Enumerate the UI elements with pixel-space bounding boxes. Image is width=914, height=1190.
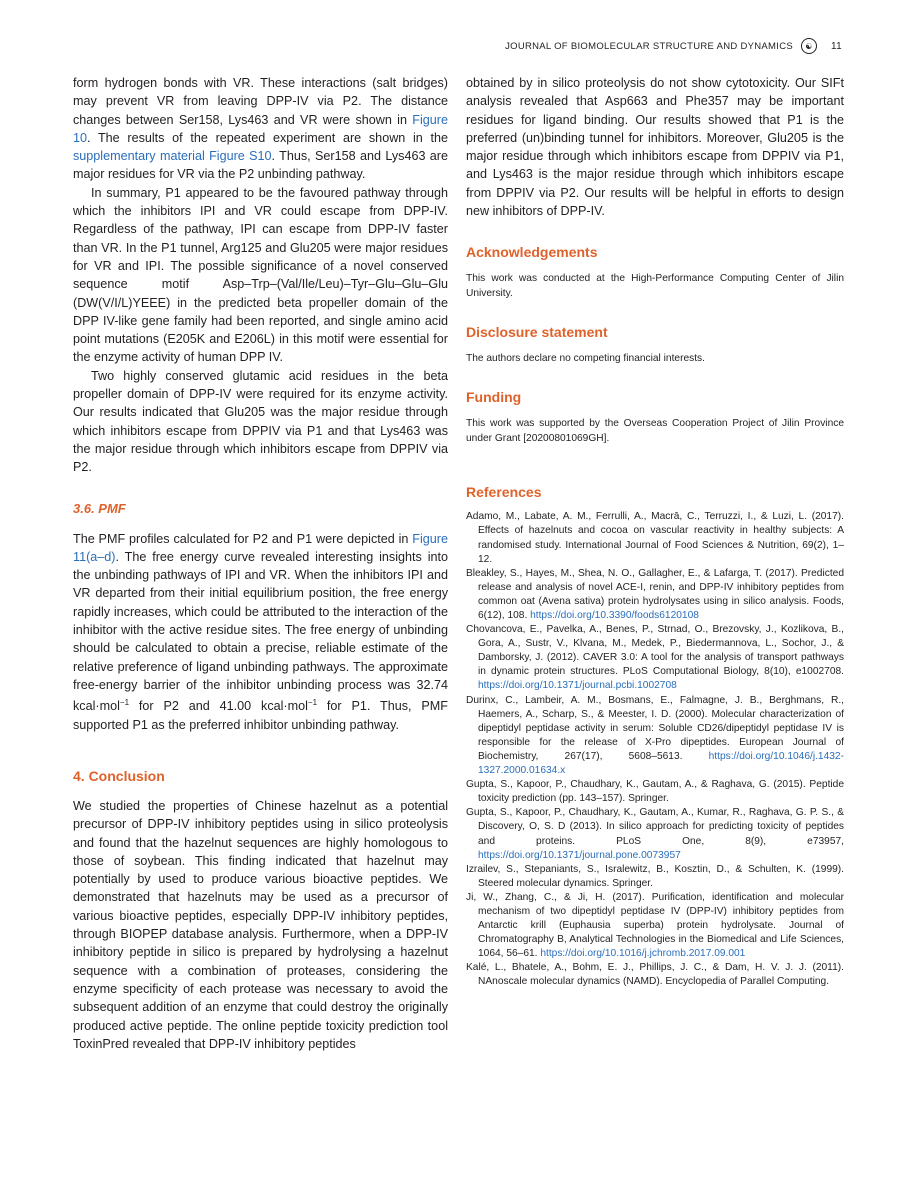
- section-heading-conclusion: 4. Conclusion: [73, 767, 165, 784]
- section-heading-references: References: [466, 484, 542, 501]
- section-heading-disclosure: Disclosure statement: [466, 323, 608, 340]
- reference-item: Bleakley, S., Hayes, M., Shea, N. O., Gallagher, E., & Lafarga, T. (2017). Predicted release and analysis of novel ACE-I, renin, and DPP-IV inhibitory peptides from common oat (Avena sativa) protein hydrolysates using in silico analysis. Foods, 6(12), 108. https://doi.org/10.3390/foods6120108: [466, 567, 844, 622]
- left-column: [73, 74, 448, 1053]
- reference-item: Gupta, S., Kapoor, P., Chaudhary, K., Gautam, A., & Raghava, G. (2015). Peptide toxicity prediction (pp. 143–157). Springer.: [466, 779, 844, 805]
- paragraph: form hydrogen bonds with VR. These interactions (salt bridges) may prevent VR from leaving DPP-IV via P2. The distance changes between Ser158, Lys463 and VR were shown in Figure 10. The results of the repeated experiment are shown in the supplementary material Figure S10. Thus, Ser158 and Lys463 are major residues for VR via the P2 unbinding pathway.: [73, 76, 449, 182]
- doi-link[interactable]: https://doi.org/10.3390/foods6120108: [530, 610, 699, 622]
- funding-text: This work was supported by the Overseas Cooperation Project of Jilin Province under Grant [20200801069GH].: [466, 417, 844, 444]
- section-heading-acknowledgements: Acknowledgements: [466, 244, 598, 261]
- reference-item: Adamo, M., Labate, A. M., Ferrulli, A., Macrā, C., Terruzzi, I., & Luzi, L. (2017). Effects of hazelnuts and cocoa on vascular reactivity in healthy subjects: A randomised study. International Journal of Food Sciences & Nutrition, 69(2), 1–12.: [466, 511, 844, 565]
- reference-item: Chovancova, E., Pavelka, A., Benes, P., Strnad, O., Brezovsky, J., Kozlikova, B., Gora, A., Sustr, V., Klvana, M., Medek, P., Biedermannova, L., Sochor, J., & Damborsky, J. (2012). CAVER 3.0: A tool for the analysis of transport pathways in dynamic protein structures. PLoS Computational Biology, 8(10), e1002708. https://doi.org/10.1371/journal.pcbi.1002708: [466, 624, 844, 692]
- doi-link[interactable]: https://doi.org/10.1371/journal.pone.0073957: [478, 849, 681, 861]
- reference-item: Durinx, C., Lambeir, A. M., Bosmans, E., Falmagne, J. B., Berghmans, R., Haemers, A., Scharp, S., & Meester, I. D. (2000). Molecular characterization of dipeptidyl peptidase activity in serum: Soluble CD26/dipeptidyl peptidase IV is responsible for the release of X-Pro dipeptides. European Journal of Biochemistry, 267(17), 5608–5613. https://doi.org/10.1046/j.1432-1327.2000.01634.x: [466, 694, 844, 777]
- paragraph: The PMF profiles calculated for P2 and P1 were depicted in Figure 11(a–d). The free energy curve revealed interesting insights into the unbinding pathways of IPI and VR. When the inhibitors IPI and VR departed from their initial equilibrium position, the free energy rapidly increases, which could be attributed to the interaction of the inhibitor with the active residue sites. The free energy of unbinding should be calculated to obtain a precise, reliable estimate of the relative preference of ligand unbinding pathways. The approximate free-energy barrier of the inhibitor unbinding process was 32.74 kcal·mol$^{-1}$ for P2 and 41.00 kcal·mol$^{-1}$ for P1. Thus, PMF supported P1 as the preferred inhibitor unbinding pathway.: [73, 531, 448, 732]
- section-heading-funding: Funding: [466, 388, 522, 405]
- paragraph: Two highly conserved glutamic acid residues in the beta propeller domain of DPP-IV were required for its enzyme activity. Our results indicated that Glu205 was the major residue through which inhibitors escape from DPPIV via P1 and that Lys463 was the major residue through which inhibitors escape from DPPIV via P2.: [73, 368, 448, 475]
- paragraph: We studied the properties of Chinese hazelnut as a potential precursor of DPP-IV inhibitory peptides using in silico proteolysis and found that the hazelnut sequences are highly homologous to those of soybean. This finding indicated that hazelnut may potentially by used to produce various bioactive peptides. We demonstrated that hazelnuts may be used as a precursor of various bioactive peptides, especially DPP-IV inhibitory peptides, through BIOPEP database analysis. Furthermore, when a DPP-IV inhibitory peptide in silico is prepared by hydrolysing a hazelnut sequence with a combination of proteases, considering the enzyme specificity of each protease was necessary to avoid the subsequent addition of an enzyme that could destroy the originally produced active peptide. The online peptide toxicity prediction tool ToxinPred revealed that DPP-IV inhibitory peptides: [73, 798, 448, 1051]
- acknowledgements-text: This work was conducted at the High-Performance Computing Center of Jilin University.: [466, 273, 844, 300]
- running-header: [505, 38, 842, 54]
- reference-item: Izrailev, S., Stepaniants, S., Isralewitz, B., Kosztin, D., & Schulten, K. (1999). Steered molecular dynamics. Springer.: [466, 863, 844, 889]
- reference-item: Ji, W., Zhang, C., & Ji, H. (2017). Purification, identification and molecular mechanism of two dipeptidyl peptidase IV (DPP-IV) inhibitory peptides from Antarctic krill (Euphausia superba) protein hydrolysate. Journal of Chromatography B, Analytical Technologies in the Biomedical and Life Sciences, 1064, 56–61. https://doi.org/10.1016/j.jchromb.2017.09.001: [466, 891, 844, 960]
- paragraph: In summary, P1 appeared to be the favoured pathway through which the inhibitors IPI and VR could escape from DPP-IV. Regardless of the pathway, IPI can escape from DPP-IV faster than VR. In the P1 tunnel, Arg125 and Glu205 were major residues for VR and IPI. The possible significance of a novel conserved sequence motif Asp–Trp–(Val/Ile/Leu)–Tyr–Glu–Glu–Glu (DW(V/I/L)YEEE) in the predicted beta propeller domain of the DPP IV-like gene family had been reported, and single amino acid point mutations (E205K and E206L) in this motif were essential for the enzyme activity of human DPP IV.: [73, 185, 448, 365]
- paragraph: obtained by in silico proteolysis do not show cytotoxicity. Our SIFt analysis revealed that Asp663 and Phe357 may be important residues for ligand binding. Our results showed that P1 is the preferred (un)binding tunnel for inhibitors. Moreover, Glu205 is the major residue through which inhibitors escape from DPPIV via P1, and Lys463 is the major residue through which inhibitors escape from DPPIV via P2. Our results will be helpful in efforts to design new inhibitors of DPP-IV.: [466, 76, 844, 219]
- figure-link[interactable]: Figure 11(a–d): [73, 531, 448, 564]
- doi-link[interactable]: https://doi.org/10.1016/j.jchromb.2017.09.001: [540, 948, 746, 960]
- doi-link[interactable]: https://doi.org/10.1046/j.1432-1327.2000.01634.x: [478, 750, 844, 777]
- page-number: 11: [831, 40, 842, 52]
- journal-title: JOURNAL OF BIOMOLECULAR STRUCTURE AND DYNAMICS: [505, 40, 794, 52]
- reference-list: [466, 510, 844, 989]
- supplementary-link[interactable]: supplementary material Figure S10: [73, 149, 272, 164]
- reference-item: Kalé, L., Bhatele, A., Bohm, E. J., Phillips, J. C., & Dam, H. V. J. J. (2011). NAnoscale molecular dynamics (NAMD). Encyclopedia of Parallel Computing.: [466, 962, 844, 988]
- doi-link[interactable]: https://doi.org/10.1371/journal.pcbi.1002708: [478, 680, 677, 692]
- figure-link[interactable]: Figure 10: [73, 112, 448, 145]
- right-column: [466, 74, 844, 990]
- reference-item: Gupta, S., Kapoor, P., Chaudhary, K., Gautam, A., Kumar, R., Raghava, G. P. S., & Discovery, O, S. D (2013). In silico approach for predicting toxicity of peptides and proteins. PLoS One, 8(9), e73957, https://doi.org/10.1371/journal.pone.0073957: [466, 807, 844, 861]
- tandf-icon: ☯: [801, 38, 817, 54]
- disclosure-text: The authors declare no competing financial interests.: [466, 352, 705, 364]
- section-heading-pmf: 3.6. PMF: [73, 500, 126, 516]
